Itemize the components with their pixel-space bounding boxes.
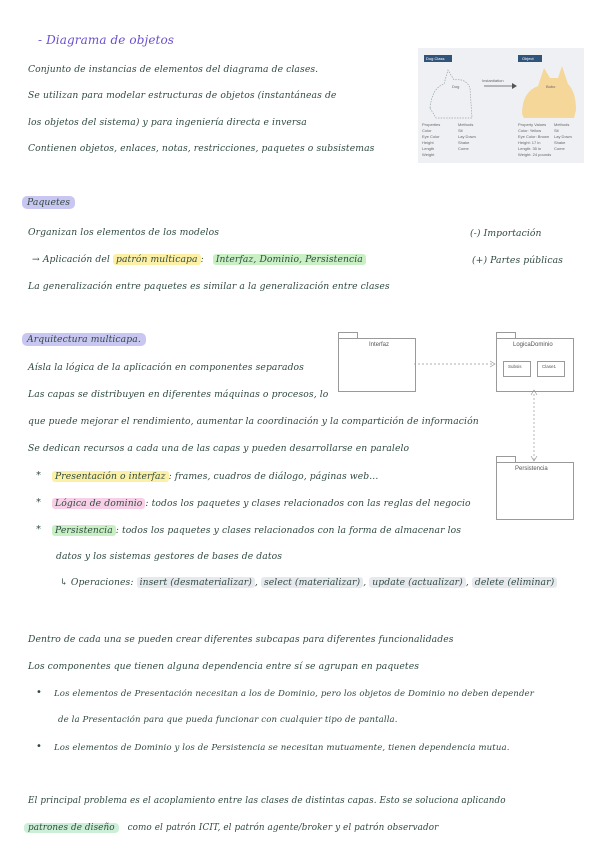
arquitectura-line-3: que puede mejorar el rendimiento, aumentar la coordinación y la compartición de información — [28, 416, 479, 427]
patrones-diseno-highlight: patrones de diseño — [24, 823, 119, 833]
subcapas-line-1: Dentro de cada una se pueden crear diferentes subcapas para diferentes funcionalidades — [28, 634, 454, 645]
op-select: select (materializar) — [261, 577, 363, 588]
figure-method: Sit — [458, 128, 463, 133]
logica-dominio-text: : todos los paquetes y clases relacionados con las reglas del negocio — [145, 498, 471, 509]
paquetes-colon: : — [200, 254, 204, 265]
package-dependency-arrows — [330, 326, 580, 526]
figure-method: Shake — [554, 140, 566, 145]
figure-method: Sit — [554, 128, 559, 133]
bullet-dot-2: • — [36, 741, 42, 752]
figure-method: Methods — [554, 122, 570, 127]
paquetes-line-3: La generalización entre paquetes es similar a la generalización entre clases — [28, 281, 390, 292]
op-update: update (actualizar) — [369, 577, 466, 588]
figure-attr: Properties — [422, 122, 441, 127]
figure-method: Methods — [458, 122, 474, 127]
persistencia-text: : todos los paquetes y clases relacionados con la forma de almacenar los — [115, 525, 462, 536]
logica-dominio-highlight: Lógica de dominio — [52, 498, 145, 509]
instantiation-label: Instantiation — [482, 78, 504, 83]
figure-method: Come — [554, 146, 565, 151]
objetos-line-4: Contienen objetos, enlaces, notas, restricciones, paquetes o subsistemas — [28, 143, 375, 154]
paquetes-right-2: (+) Partes públicas — [472, 255, 563, 266]
arquitectura-heading — [22, 334, 146, 345]
figure-attr: Eye Color — [422, 134, 440, 139]
figure-method: Lay Down — [458, 134, 476, 139]
arquitectura-heading-text: Arquitectura multicapa. — [22, 333, 146, 346]
dog-class-header: Dog Class — [424, 55, 452, 62]
arquitectura-line-4: Se dedican recursos a cada una de las capas y pueden desarrollarse en paralelo — [28, 443, 410, 454]
arquitectura-bullet-3 — [52, 525, 461, 536]
page-title: - Diagrama de objetos — [38, 33, 175, 47]
figure-attr: Length: 35 in — [518, 146, 542, 151]
bullet-dot-1: • — [36, 687, 42, 698]
figure-attr: Height: 17 in — [518, 140, 541, 145]
op-delete: delete (eliminar) — [472, 577, 557, 588]
bullet-star-1: * — [36, 470, 41, 481]
paquetes-heading — [22, 197, 75, 208]
capas-highlight: Interfaz, Dominio, Persistencia — [213, 254, 366, 265]
paquetes-right-1: (-) Importación — [470, 228, 542, 239]
figure-attr: Eye Color: Brown — [518, 134, 550, 139]
dog-object-name: Bobo — [546, 84, 556, 89]
paquetes-arrow-text: → Aplicación del — [32, 254, 110, 265]
figure-attr: Property Values — [518, 122, 547, 127]
figure-attr: Height — [422, 140, 434, 145]
persistencia-highlight: Persistencia — [52, 525, 116, 536]
subcapas-bullet-1-cont: de la Presentación para que pueda funcionar con cualquier tipo de pantalla. — [58, 715, 398, 725]
package-interfaz: Interfaz — [338, 338, 416, 392]
subcapas-line-2: Los componentes que tienen alguna dependencia entre sí se agrupan en paquetes — [28, 661, 420, 672]
dog-object-figure — [418, 48, 584, 163]
figure-attr: Weight: 24 pounds — [518, 152, 552, 157]
figure-attr: Color — [422, 128, 432, 133]
operaciones-line: ↳ Operaciones: insert (desmaterializar) , select (materializar) , update (actualizar) , delete (eliminar) — [60, 577, 557, 588]
figure-method: Lay Down — [554, 134, 572, 139]
package-diagram — [330, 326, 580, 526]
conclusion-line-2 — [24, 823, 438, 833]
arquitectura-line-2: Las capas se distribuyen en diferentes máquinas o procesos, lo — [28, 389, 329, 400]
paquetes-heading-text: Paquetes — [22, 196, 75, 209]
conclusion-line-1: El principal problema es el acoplamiento entre las clases de distintas capas. Esto se soluciona aplicando — [28, 796, 506, 806]
paquetes-line-1: Organizan los elementos de los modelos — [28, 227, 220, 238]
conclusion-line-2-text: como el patrón ICIT, el patrón agente/broker y el patrón observador — [127, 823, 439, 833]
figure-attr: Weight — [422, 152, 435, 157]
subcapas-bullet-2: Los elementos de Dominio y los de Persistencia se necesitan mutuamente, tienen dependencia mutua. — [54, 743, 510, 753]
arquitectura-bullet-3-cont: datos y los sistemas gestores de bases de datos — [56, 551, 283, 562]
op-insert: insert (desmaterializar) — [137, 577, 255, 588]
bullet-star-3: * — [36, 524, 41, 535]
paquetes-line-2 — [32, 254, 366, 265]
figure-method: Come — [458, 146, 469, 151]
bullet-star-2: * — [36, 497, 41, 508]
figure-method: Shake — [458, 140, 470, 145]
objetos-line-1: Conjunto de instancias de elementos del diagrama de clases. — [28, 64, 319, 75]
figure-attr: Length — [422, 146, 435, 151]
objetos-line-3: los objetos del sistema) y para ingeniería directa e inversa — [28, 117, 307, 128]
patron-multicapa-highlight: patrón multicapa — [113, 254, 201, 265]
presentacion-text: : frames, cuadros de diálogo, páginas web... — [168, 471, 379, 482]
figure-attr: Color: Yellow — [518, 128, 542, 133]
arquitectura-line-1: Aísla la lógica de la aplicación en componentes separados — [28, 362, 304, 373]
dog-class-name: Dog — [452, 84, 460, 89]
subcapas-bullet-1: Los elementos de Presentación necesitan a los de Dominio, pero los objetos de Dominio no deben depender — [54, 689, 534, 699]
dog-object-header: Object — [518, 55, 542, 62]
operaciones-prefix: ↳ Operaciones: — [60, 577, 134, 588]
package-persistencia: Persistencia — [496, 462, 574, 520]
presentacion-highlight: Presentación o interfaz — [52, 471, 169, 482]
objetos-line-2: Se utilizan para modelar estructuras de objetos (instantáneas de — [28, 90, 337, 101]
package-logica-dominio: LogicaDominio Subsis Clase1 — [496, 338, 574, 392]
